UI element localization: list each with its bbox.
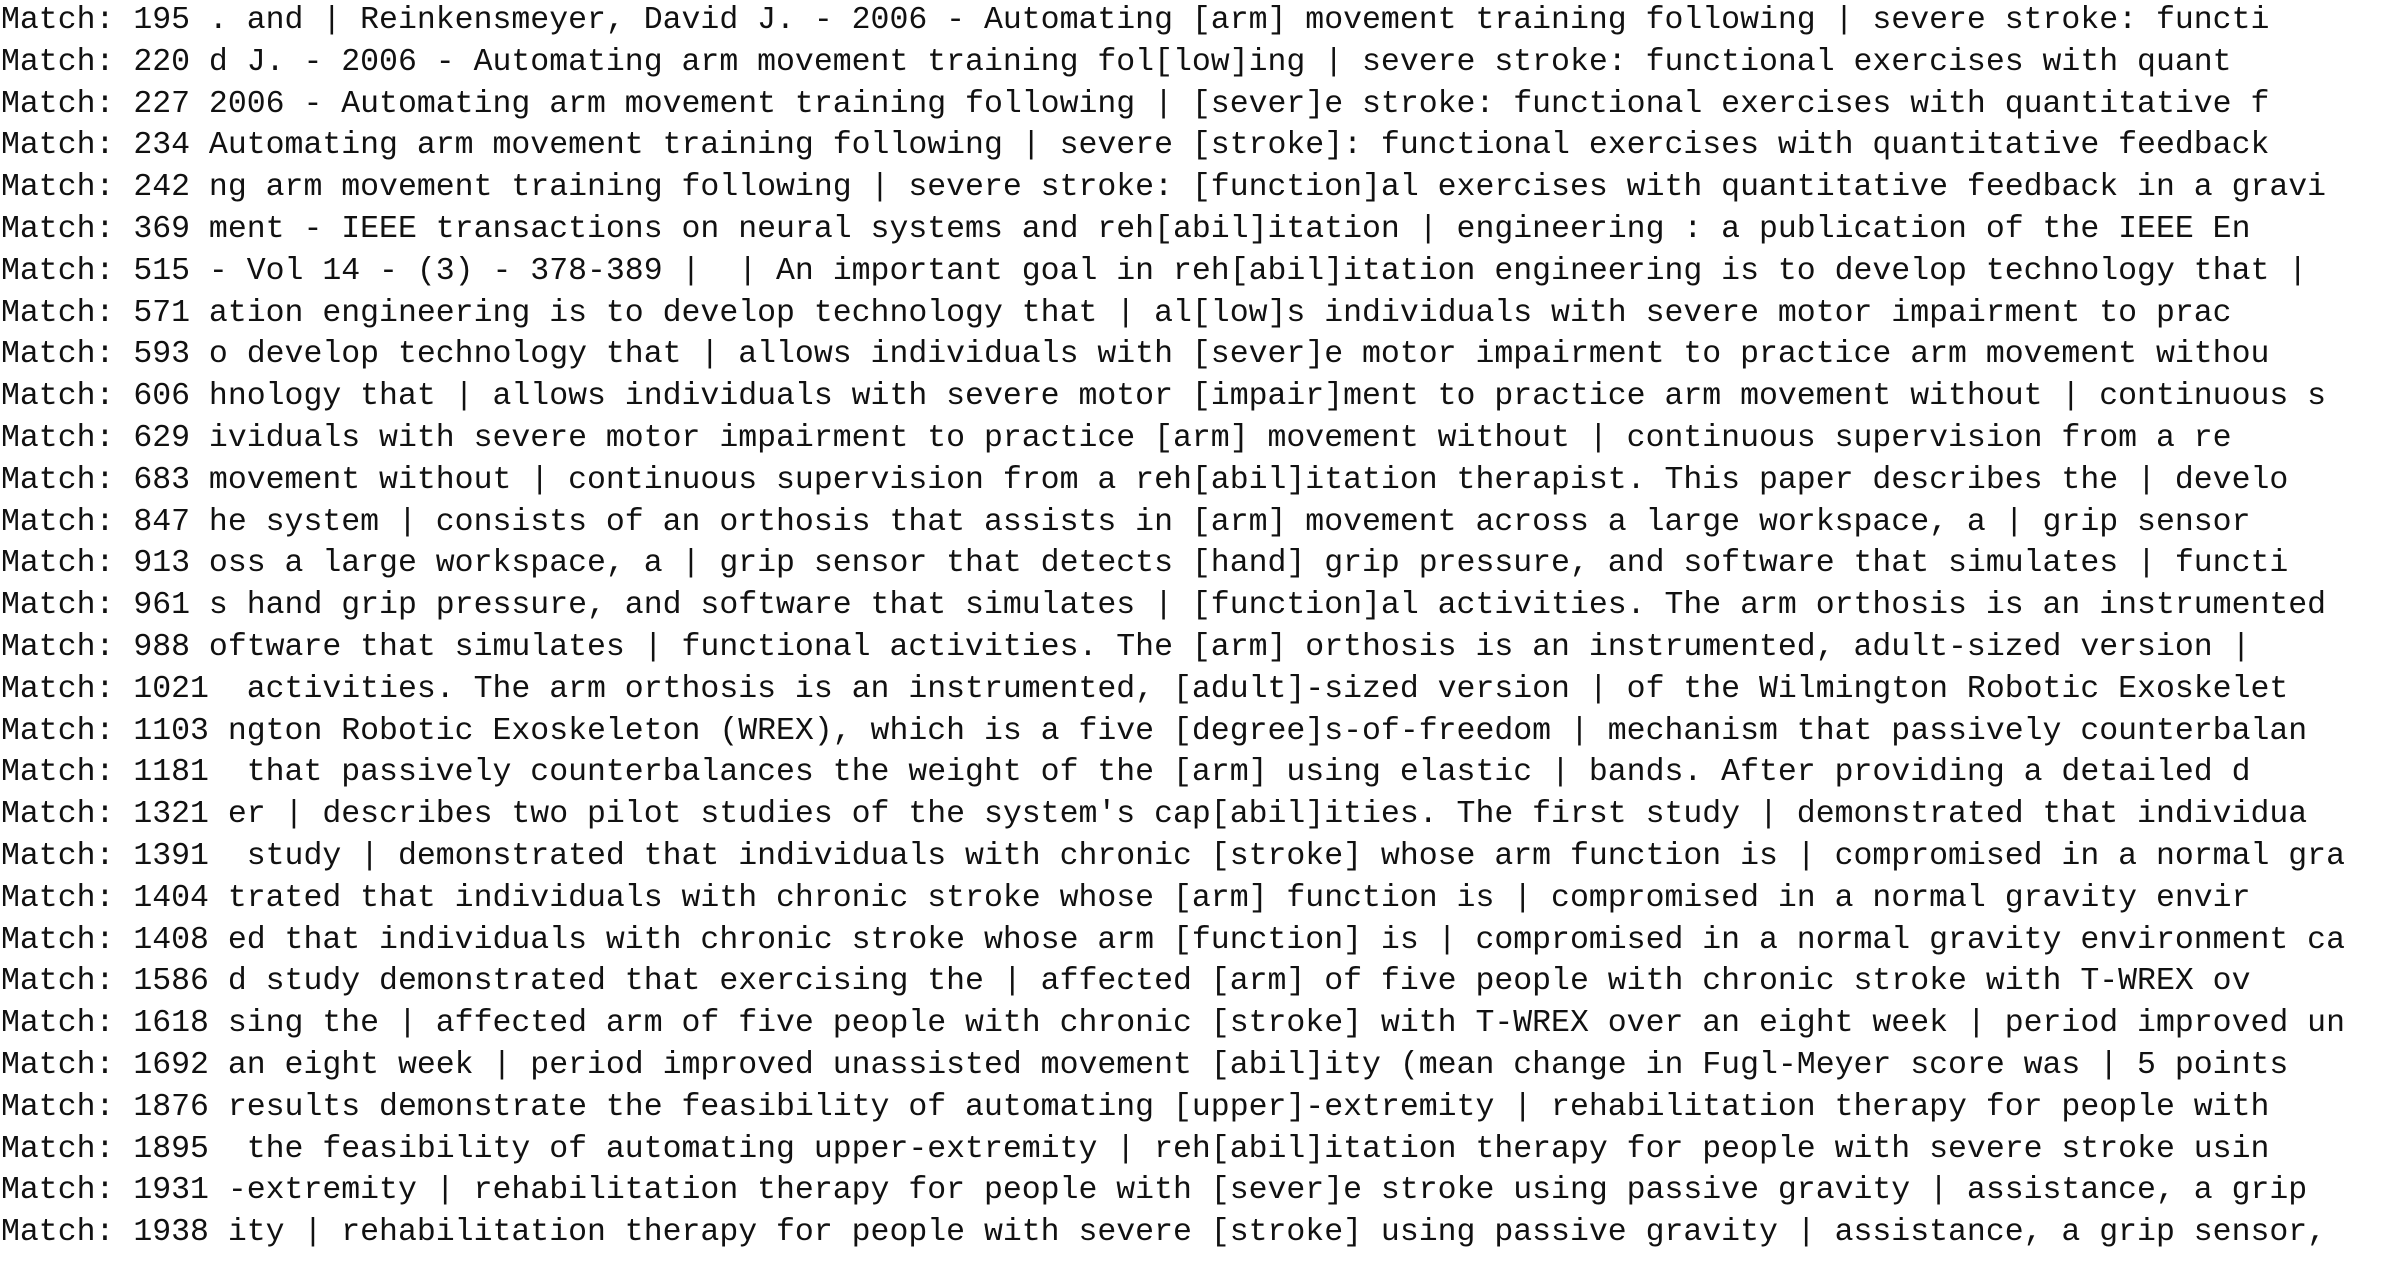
console-line: Match: 369 ment - IEEE transactions on neural systems and reh[abil]itation | engineering : a publication of the IEEE En bbox=[1, 211, 2251, 247]
console-line: Match: 234 Automating arm movement training following | severe [stroke]: functional exercises with quantitative feedback bbox=[1, 128, 2270, 164]
console-line: Match: 593 o develop technology that | allows individuals with [sever]e motor impairment to practice arm movement withou bbox=[1, 337, 2270, 373]
console-line: Match: 1618 sing the | affected arm of five people with chronic [stroke] with T-WREX over an eight week | period improved un bbox=[1, 1006, 2345, 1042]
console-line: Match: 1021 activities. The arm orthosis is an instrumented, [adult]-sized version | of the Wilmington Robotic Exoskelet bbox=[1, 671, 2289, 707]
console-line: Match: 1391 study | demonstrated that individuals with chronic [stroke] whose arm function is | compromised in a normal gra bbox=[1, 838, 2345, 874]
console-line: Match: 847 he system | consists of an orthosis that assists in [arm] movement across a large workspace, a | grip sensor bbox=[1, 504, 2251, 540]
console-line: Match: 913 oss a large workspace, a | grip sensor that detects [hand] grip pressure, and software that simulates | functi bbox=[1, 546, 2289, 582]
console-line: Match: 961 s hand grip pressure, and software that simulates | [function]al activities. The arm orthosis is an instrumented bbox=[1, 588, 2327, 624]
console-line: Match: 629 ividuals with severe motor impairment to practice [arm] movement without | continuous supervision from a re bbox=[1, 420, 2232, 456]
console-line: Match: 1103 ngton Robotic Exoskeleton (WREX), which is a five [degree]s-of-freedom | mechanism that passively counterbalan bbox=[1, 713, 2308, 749]
console-line: Match: 1404 trated that individuals with chronic stroke whose [arm] function is | compromised in a normal gravity envir bbox=[1, 880, 2251, 916]
console-line: Match: 1181 that passively counterbalances the weight of the [arm] using elastic | bands. After providing a detailed d bbox=[1, 755, 2251, 791]
console-line: Match: 220 d J. - 2006 - Automating arm movement training fol[low]ing | severe stroke: functional exercises with quant bbox=[1, 44, 2232, 80]
console-line: Match: 515 - Vol 14 - (3) - 378-389 | | An important goal in reh[abil]itation engineering is to develop technology that | bbox=[1, 253, 2308, 289]
console-line: Match: 1692 an eight week | period improved unassisted movement [abil]ity (mean change in Fugl-Meyer score was | 5 points bbox=[1, 1047, 2289, 1083]
console-line: Match: 988 oftware that simulates | functional activities. The [arm] orthosis is an instrumented, adult-sized version | bbox=[1, 629, 2251, 665]
console-line: Match: 227 2006 - Automating arm movement training following | [sever]e stroke: functional exercises with quantitative f bbox=[1, 86, 2270, 122]
console-line: Match: 1895 the feasibility of automating upper-extremity | reh[abil]itation therapy for people with severe stroke usin bbox=[1, 1131, 2270, 1167]
console-line: Match: 683 movement without | continuous supervision from a reh[abil]itation therapist. This paper describes the | develo bbox=[1, 462, 2289, 498]
console-line: Match: 1931 -extremity | rehabilitation therapy for people with [sever]e stroke using passive gravity | assistance, a grip bbox=[1, 1173, 2308, 1209]
console-line: Match: 1408 ed that individuals with chronic stroke whose arm [function] is | compromised in a normal gravity environment ca bbox=[1, 922, 2345, 958]
console-line: Match: 1938 ity | rehabilitation therapy for people with severe [stroke] using passive gravity | assistance, a grip sensor, bbox=[1, 1215, 2327, 1251]
console-line: Match: 242 ng arm movement training following | severe stroke: [function]al exercises with quantitative feedback in a gravi bbox=[1, 170, 2327, 206]
console-line: Match: 195 . and | Reinkensmeyer, David J. - 2006 - Automating [arm] movement training following | severe stroke: functi bbox=[1, 3, 2270, 38]
console-line: Match: 1321 er | describes two pilot studies of the system's cap[abil]ities. The first study | demonstrated that individua bbox=[1, 797, 2308, 833]
console-line: Match: 1586 d study demonstrated that exercising the | affected [arm] of five people with chronic stroke with T-WREX ov bbox=[1, 964, 2251, 1000]
console-line: Match: 571 ation engineering is to develop technology that | al[low]s individuals with severe motor impairment to prac bbox=[1, 295, 2232, 331]
console-line: Match: 1876 results demonstrate the feasibility of automating [upper]-extremity | rehabilitation therapy for people with bbox=[1, 1089, 2270, 1125]
console-line: Match: 606 hnology that | allows individuals with severe motor [impair]ment to practice arm movement without | continuous s bbox=[1, 379, 2327, 415]
